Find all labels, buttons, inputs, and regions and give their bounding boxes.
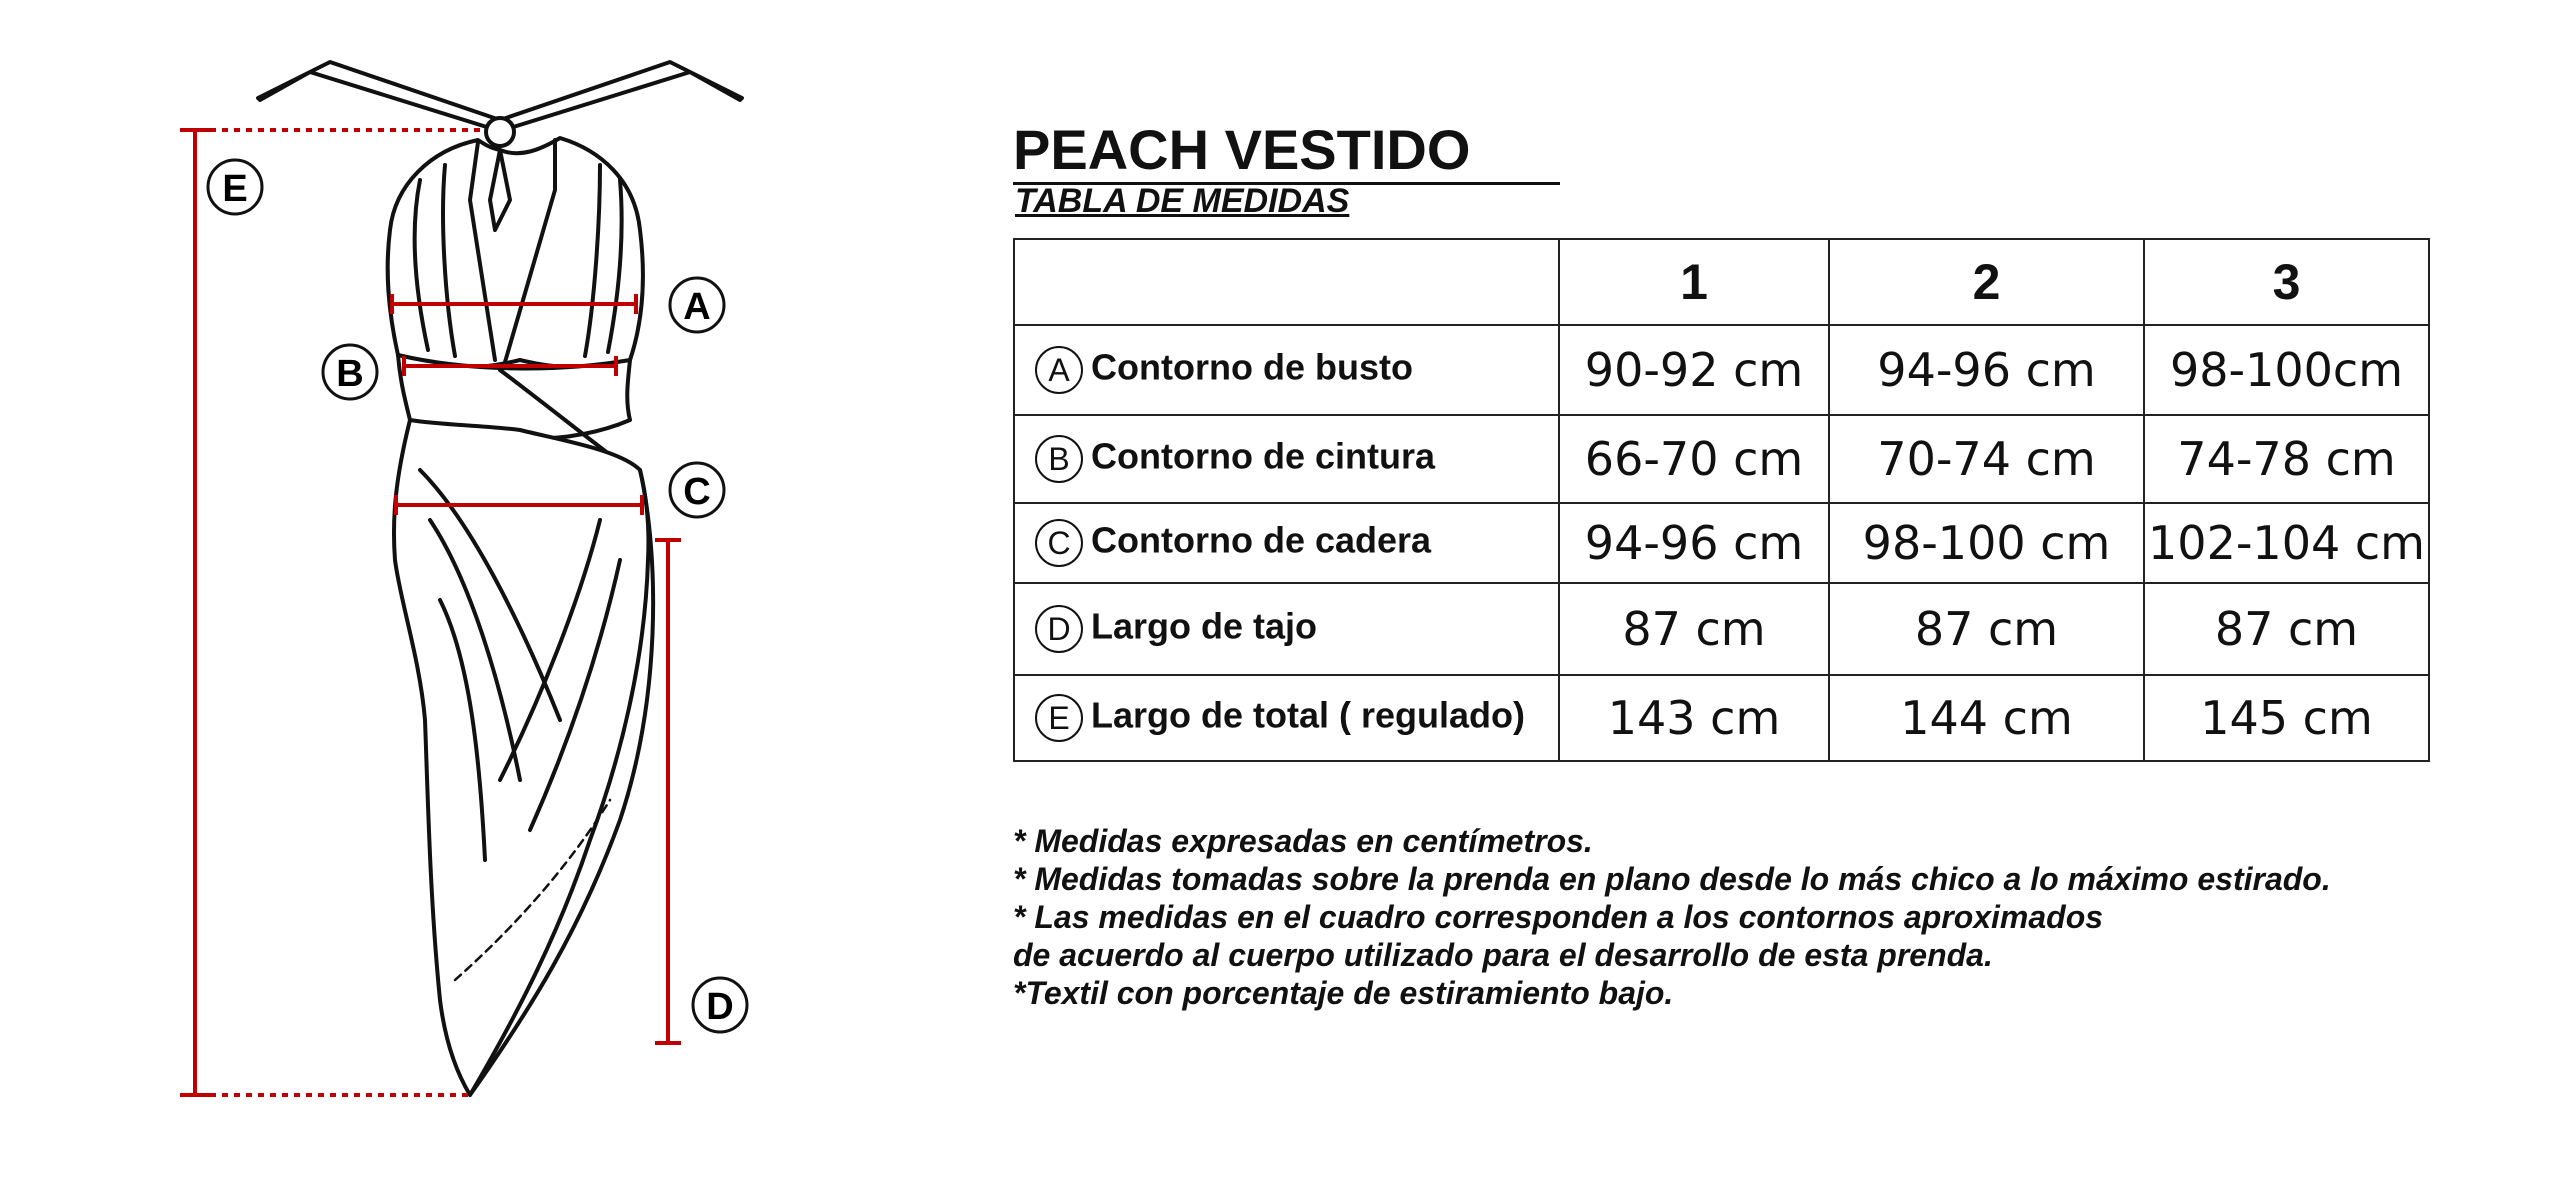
row-label-text: Contorno de cadera: [1091, 519, 1432, 561]
table-cell: 87 cm: [2144, 583, 2429, 675]
row-marker: A: [1035, 346, 1083, 394]
table-cell: 87 cm: [1829, 583, 2144, 675]
table-cell: 102-104 cm: [2144, 503, 2429, 583]
row-marker: C: [1035, 519, 1083, 567]
table-cell: 66-70 cm: [1559, 415, 1829, 503]
table-cell: 143 cm: [1559, 675, 1829, 761]
page-subtitle: TABLA DE MEDIDAS: [1015, 182, 1350, 220]
row-label-text: Largo de tajo: [1091, 605, 1318, 647]
marker-d: [693, 978, 747, 1032]
table-cell: 70-74 cm: [1829, 415, 2144, 503]
table-cell: 94-96 cm: [1829, 325, 2144, 415]
note-line: * Medidas expresadas en centímetros.: [1013, 823, 1593, 859]
marker-e-label: E: [222, 168, 248, 210]
row-label-hip: [1014, 503, 1559, 583]
row-label-total-length: [1014, 675, 1559, 761]
table-header-empty: [1014, 239, 1559, 325]
marker-b-label: B: [336, 353, 364, 395]
table-cell: 144 cm: [1829, 675, 2144, 761]
note-line: * Las medidas en el cuadro corresponden a los contornos aproximados: [1013, 899, 2104, 935]
size-header-3: 3: [2144, 239, 2429, 325]
size-header-2: 2: [1829, 239, 2144, 325]
measurement-notes: [1013, 822, 2331, 1012]
table-cell: 98-100 cm: [1829, 503, 2144, 583]
row-label-text: Contorno de busto: [1091, 346, 1413, 388]
row-label-text: Largo de total ( regulado): [1091, 694, 1526, 736]
page-title: PEACH VESTIDO: [1013, 118, 1560, 185]
size-table: [1013, 238, 2430, 762]
marker-d-label: D: [706, 986, 734, 1028]
table-cell: 94-96 cm: [1559, 503, 1829, 583]
table-cell: 145 cm: [2144, 675, 2429, 761]
row-marker: E: [1035, 694, 1083, 742]
table-row: [1014, 675, 2429, 761]
row-label-slit: [1014, 583, 1559, 675]
marker-c: [670, 463, 724, 517]
note-line: *Textil con porcentaje de estiramiento bajo.: [1013, 975, 1674, 1011]
row-label-text: Contorno de cintura: [1091, 435, 1435, 477]
table-cell: 87 cm: [1559, 583, 1829, 675]
note-line: * Medidas tomadas sobre la prenda en plano desde lo más chico a lo máximo estirado.: [1013, 861, 2331, 897]
row-marker: D: [1035, 605, 1083, 653]
table-row: [1014, 325, 2429, 415]
table-row: [1014, 583, 2429, 675]
table-row: [1014, 503, 2429, 583]
note-line: de acuerdo al cuerpo utilizado para el desarrollo de esta prenda.: [1013, 937, 1993, 973]
marker-e: [208, 160, 262, 214]
marker-c-label: C: [683, 471, 711, 513]
table-row: [1014, 415, 2429, 503]
table-header-row: [1014, 239, 2429, 325]
table-cell: 90-92 cm: [1559, 325, 1829, 415]
marker-a-label: A: [683, 286, 711, 328]
table-cell: 98-100cm: [2144, 325, 2429, 415]
dress-illustration: [0, 0, 800, 1177]
row-label-bust: [1014, 325, 1559, 415]
table-cell: 74-78 cm: [2144, 415, 2429, 503]
row-label-waist: [1014, 415, 1559, 503]
marker-b: [323, 345, 377, 399]
row-marker: B: [1035, 435, 1083, 483]
size-header-1: 1: [1559, 239, 1829, 325]
marker-a: [670, 278, 724, 332]
